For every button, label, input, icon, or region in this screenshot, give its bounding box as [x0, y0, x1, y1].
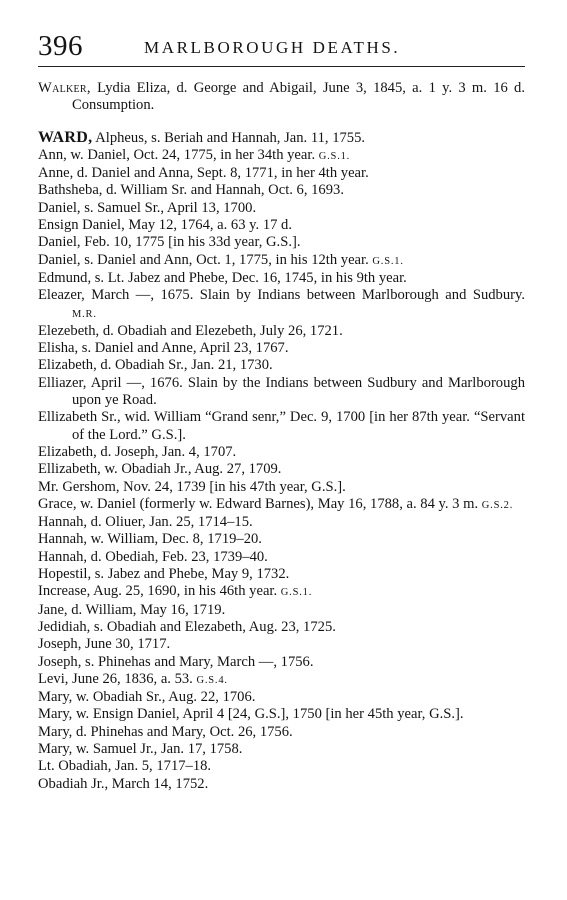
- record-text: Ellizabeth Sr., wid. William “Grand senr,” Dec. 9, 1700 [in her 87th year. “Servant of the Lord.” G.S.].: [38, 409, 525, 443]
- source-abbrev: M.R.: [72, 308, 97, 320]
- death-record: [38, 182, 525, 199]
- death-record-list: [38, 80, 525, 793]
- death-record: [38, 724, 525, 741]
- page-header: [38, 28, 525, 66]
- death-record: [38, 741, 525, 758]
- death-record: [38, 514, 525, 531]
- source-abbrev: G.S.1.: [280, 587, 313, 599]
- record-text: Joseph, June 30, 1717.: [38, 636, 171, 653]
- death-record: [38, 147, 525, 165]
- record-text: Lydia Eliza, d. George and Abigail, June 3, 1845, a. 1 y. 3 m. 16 d. Consumption.: [72, 80, 525, 114]
- death-record: [38, 270, 525, 287]
- record-text: Obadiah Jr., March 14, 1752.: [38, 775, 209, 792]
- record-text: Elizabeth, d. Obadiah Sr., Jan. 21, 1730.: [38, 357, 273, 374]
- running-title: MARLBOROUGH DEATHS.: [144, 38, 401, 57]
- record-text: Hannah, d. Obediah, Feb. 23, 1739–40.: [38, 548, 268, 565]
- header-rule: [38, 66, 525, 67]
- death-record: [38, 758, 525, 775]
- death-record: [38, 200, 525, 217]
- death-record: [38, 531, 525, 548]
- death-record: [38, 602, 525, 619]
- record-text: Daniel, s. Samuel Sr., April 13, 1700.: [38, 199, 257, 216]
- death-record: [38, 444, 525, 461]
- source-abbrev: G.S.1.: [372, 255, 404, 267]
- record-text: Edmund, s. Lt. Jabez and Phebe, Dec. 16, 1745, in his 9th year.: [38, 269, 407, 286]
- death-record: [38, 583, 525, 601]
- death-record: [38, 619, 525, 636]
- record-text: Eleazer, March —, 1675. Slain by Indians between Marlborough and Sudbury.: [38, 287, 525, 304]
- record-text: Jane, d. William, May 16, 1719.: [38, 601, 226, 618]
- record-text: Daniel, s. Daniel and Ann, Oct. 1, 1775, in his 12th year.: [38, 251, 373, 268]
- death-record: [38, 479, 525, 496]
- death-record: [38, 323, 525, 340]
- record-text: Mary, d. Phinehas and Mary, Oct. 26, 1756.: [38, 723, 293, 740]
- surname: Walker,: [38, 80, 91, 96]
- death-record: [38, 461, 525, 478]
- source-abbrev: G.S.1.: [318, 150, 351, 162]
- record-text: Alpheus, s. Beriah and Hannah, Jan. 11, 1755.: [92, 129, 366, 146]
- record-text: Hopestil, s. Jabez and Phebe, May 9, 1732.: [38, 566, 290, 583]
- document-page: [38, 28, 525, 793]
- death-record: [38, 549, 525, 566]
- record-text: Hannah, d. Oliuer, Jan. 25, 1714–15.: [38, 514, 253, 531]
- death-record: [38, 375, 525, 410]
- death-record: [38, 165, 525, 182]
- record-text: Elisha, s. Daniel and Anne, April 23, 1767.: [38, 340, 289, 357]
- record-text: Elizabeth, d. Joseph, Jan. 4, 1707.: [38, 443, 237, 460]
- record-text: Mary, w. Obadiah Sr., Aug. 22, 1706.: [38, 689, 256, 706]
- death-record: [38, 80, 525, 115]
- death-record: [38, 252, 525, 270]
- record-text: Anne, d. Daniel and Anna, Sept. 8, 1771, in her 4th year.: [38, 165, 369, 182]
- death-record: [38, 287, 525, 323]
- death-record: [38, 409, 525, 444]
- source-abbrev: G.S.2.: [481, 499, 514, 511]
- record-text: Ensign Daniel, May 12, 1764, a. 63 y. 17 d.: [38, 217, 293, 234]
- record-text: Bathsheba, d. William Sr. and Hannah, Oct. 6, 1693.: [38, 182, 344, 199]
- death-record: [38, 706, 525, 723]
- source-abbrev: G.S.4.: [196, 674, 228, 686]
- record-text: Elliazer, April —, 1676. Slain by the Indians between Sudbury and Marlborough upon ye Road.: [38, 374, 525, 409]
- surname: WARD,: [38, 128, 93, 146]
- record-text: Daniel, Feb. 10, 1775 [in his 33d year, G.S.].: [38, 234, 301, 251]
- record-text: Hannah, w. William, Dec. 8, 1719–20.: [38, 531, 262, 548]
- death-record: [38, 217, 525, 234]
- death-record: [38, 654, 525, 671]
- death-record: [38, 129, 525, 147]
- death-record: [38, 234, 525, 251]
- record-text: Ann, w. Daniel, Oct. 24, 1775, in her 34th year.: [38, 146, 319, 163]
- record-text: Elezebeth, d. Obadiah and Elezebeth, July 26, 1721.: [38, 322, 343, 339]
- page-number: 396: [38, 30, 83, 62]
- record-text: Levi, June 26, 1836, a. 53.: [38, 670, 197, 687]
- record-text: Lt. Obadiah, Jan. 5, 1717–18.: [38, 758, 212, 775]
- record-text: Increase, Aug. 25, 1690, in his 46th year.: [38, 583, 281, 600]
- record-text: Mary, w. Ensign Daniel, April 4 [24, G.S.], 1750 [in her 45th year, G.S.].: [38, 706, 464, 723]
- death-record: [38, 496, 525, 514]
- death-record: [38, 636, 525, 653]
- record-text: Mr. Gershom, Nov. 24, 1739 [in his 47th year, G.S.].: [38, 478, 346, 495]
- record-text: Grace, w. Daniel (formerly w. Edward Barnes), May 16, 1788, a. 84 y. 3 m.: [38, 495, 482, 512]
- record-text: Ellizabeth, w. Obadiah Jr., Aug. 27, 1709.: [38, 461, 282, 478]
- death-record: [38, 671, 525, 689]
- death-record: [38, 689, 525, 706]
- record-text: Mary, w. Samuel Jr., Jan. 17, 1758.: [38, 740, 243, 757]
- record-text: Joseph, s. Phinehas and Mary, March —, 1756.: [38, 653, 314, 670]
- death-record: [38, 566, 525, 583]
- death-record: [38, 776, 525, 793]
- death-record: [38, 340, 525, 357]
- record-text: Jedidiah, s. Obadiah and Elezabeth, Aug. 23, 1725.: [38, 618, 336, 635]
- death-record: [38, 357, 525, 374]
